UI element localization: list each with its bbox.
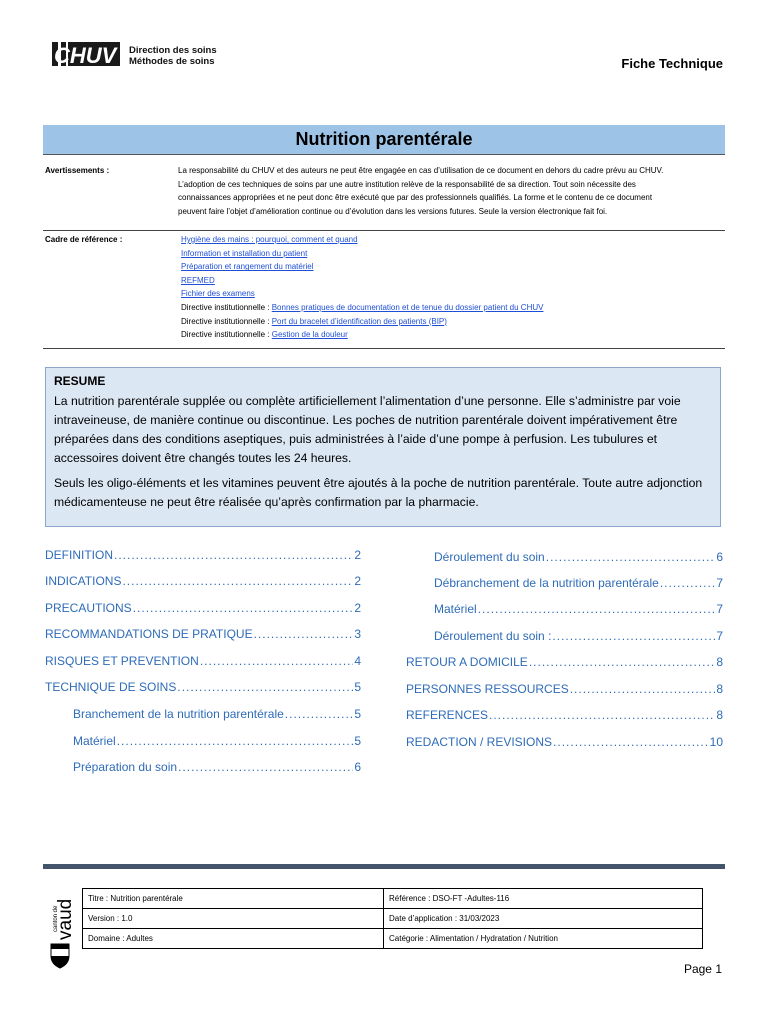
footer-bar (43, 864, 725, 869)
toc-subentry[interactable]: Préparation du soin ..... 6 (73, 760, 361, 774)
meta-category: Catégorie : Alimentation / Hydratation / Nutrition (384, 929, 703, 949)
meta-domain: Domaine : Adultes (83, 929, 384, 949)
reference-link[interactable]: Information et installation du patient (181, 248, 308, 258)
resume-paragraph: La nutrition parentérale supplée ou complète artificiellement l’alimentation d’une personne. Elle s’administre par voie intraveineuse, de manière continue ou discontinue. Les poches de nutrition parentérale doivent impérativement être préparées dans des conditions aseptiques, puis administrées à l’aide d’une pompe à perfusion. Les tubulures et accessoires doivent être changés toutes les 24 heures. (54, 394, 681, 465)
toc-subentry[interactable]: Matériel ..... 5 (73, 734, 361, 748)
directive-link[interactable]: Bonnes pratiques de documentation et de tenue du dossier patient du CHUV (271, 302, 544, 312)
canton-text: canton de (53, 905, 59, 932)
toc-entry[interactable]: PRECAUTIONS ..... 2 (45, 601, 361, 615)
meta-version: Version : 1.0 (83, 909, 384, 929)
toc-entry[interactable]: REDACTION / REVISIONS ..... 10 (406, 735, 723, 749)
reference-link[interactable]: REFMED (181, 275, 215, 285)
toc-entry[interactable]: INDICATIONS ..... 2 (45, 574, 361, 588)
warnings-line: connaissances appropriées et ne peut donc être exécuté que par des professionnels qualifiés. La forme et le contenu de ce document (178, 193, 653, 203)
reference-label: Cadre de référence : (45, 235, 123, 244)
document-metadata-table (82, 888, 703, 949)
meta-date: Date d’application : 31/03/2023 (384, 909, 703, 929)
vaud-text: vaud (55, 898, 73, 940)
toc-entry[interactable]: RISQUES ET PREVENTION ..... 4 (45, 654, 361, 668)
meta-reference: Référence : DSO-FT -Adultes-116 (384, 889, 703, 909)
warnings-text (178, 164, 726, 218)
reference-list (181, 233, 721, 342)
divider (43, 230, 725, 231)
directive-prefix: Directive institutionnelle : (181, 330, 272, 340)
toc-subentry[interactable]: Déroulement du soin ..... 6 (434, 550, 723, 564)
warnings-line: La responsabilité du CHUV et des auteurs ne peut être engagée en cas d’utilisation de ce document en dehors du cadre prévu au CHUV. (178, 166, 664, 175)
page-title: Nutrition parentérale (43, 125, 725, 155)
toc-entry[interactable]: RETOUR A DOMICILE ..... 8 (406, 655, 723, 669)
logo-text: CHUV (54, 43, 117, 68)
logo-line-2: Méthodes de soins (129, 56, 215, 67)
toc-entry[interactable]: PERSONNES RESSOURCES ..... 8 (406, 682, 723, 696)
logo-line-1: Direction des soins (129, 45, 217, 56)
resume-title: RESUME (54, 374, 106, 388)
toc-subentry[interactable]: Débranchement de la nutrition parentérale ..... 7 (434, 576, 723, 590)
divider (43, 348, 725, 349)
toc-entry[interactable]: TECHNIQUE DE SOINS ..... 5 (45, 680, 361, 694)
directive-link[interactable]: Port du bracelet d’identification des patients (BIP) (271, 316, 447, 326)
reference-link[interactable]: Préparation et rangement du matériel (181, 262, 314, 272)
directive-prefix: Directive institutionnelle : (181, 302, 272, 312)
warnings-line: peuvent faire l’objet d’amélioration continue ou d’évolution dans les versions futures. Seule la version électronique fait foi. (178, 206, 608, 216)
toc-entry[interactable]: REFERENCES ..... 8 (406, 708, 723, 722)
logo-subtitle (129, 45, 217, 67)
reference-link[interactable]: Hygiène des mains : pourquoi, comment et quand (181, 235, 358, 244)
directive-prefix: Directive institutionnelle : (181, 316, 272, 326)
warnings-label: Avertissements : (45, 166, 110, 175)
toc-subentry[interactable]: Matériel ..... 7 (434, 602, 723, 616)
toc-entry[interactable]: DEFINITION ..... 2 (45, 548, 361, 562)
warnings-line: L’adoption de ces techniques de soins par une autre institution relève de la responsabilité de sa direction. Tout soin nécessite des (178, 179, 636, 189)
chuv-logo (52, 38, 122, 70)
meta-title: Titre : Nutrition parentérale (83, 889, 384, 909)
page-number: Page 1 (683, 962, 722, 976)
directive-link[interactable]: Gestion de la douleur (271, 330, 348, 340)
toc-subentry[interactable]: Déroulement du soin : ..... 7 (434, 629, 723, 643)
resume-paragraph: Seuls les oligo-éléments et les vitamines peuvent être ajoutés à la poche de nutrition parentérale. Toute autre adjonction médicamenteuse ne peut être réalisée qu’après confirmation par la pharmacie. (54, 476, 703, 509)
toc-subentry[interactable]: Branchement de la nutrition parentérale ..... 5 (73, 707, 361, 721)
reference-link[interactable]: Fichier des examens (181, 289, 255, 299)
vaud-logo (47, 892, 73, 972)
resume-box (45, 367, 721, 527)
toc-entry[interactable]: RECOMMANDATIONS DE PRATIQUE ..... 3 (45, 627, 361, 641)
doc-type: Fiche Technique (621, 56, 723, 71)
